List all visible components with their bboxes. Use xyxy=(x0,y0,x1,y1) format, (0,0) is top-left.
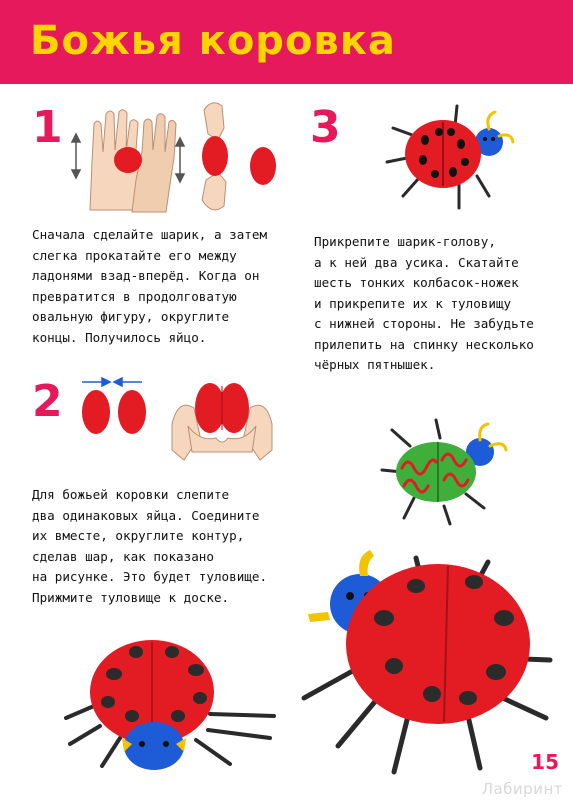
step-3-ladybug-illustration xyxy=(385,96,525,216)
step-3-line: Прикрепите шарик-голову, xyxy=(314,234,496,249)
page-title: Божья коровка xyxy=(30,18,396,64)
ladybug-front-illustration xyxy=(60,618,280,788)
step-3-line: с нижней стороны. Не забудьте xyxy=(314,316,534,331)
green-bug-illustration xyxy=(380,408,510,528)
step-2-line: Прижмите туловище к доске. xyxy=(32,589,230,605)
step-2-text xyxy=(32,485,267,608)
step-2-line: Для божьей коровки слепите xyxy=(32,487,230,502)
step-1-number: 1 xyxy=(32,102,63,153)
page-number: 15 xyxy=(531,750,559,774)
step-1-text xyxy=(32,225,267,348)
step-2-line: два одинаковых яйца. Соедините xyxy=(32,507,260,523)
step-1-line: овальную фигуру, округлите xyxy=(32,309,230,324)
step-1-line: слегка прокатайте его между xyxy=(32,247,237,263)
step-1-hands-illustration xyxy=(62,92,302,222)
step-3-line: чёрных пятнышек. xyxy=(314,357,436,372)
step-1-line: ладонями взад-вперёд. Когда он xyxy=(32,268,260,283)
step-3-line: прилепить на спинку несколько xyxy=(314,336,534,352)
ladybug-large-illustration xyxy=(298,548,558,788)
step-1-line: превратится в продолговатую xyxy=(32,288,237,304)
step-3-line: и прикрепите их к туловищу xyxy=(314,295,512,311)
step-1-line: концы. Получилось яйцо. xyxy=(32,329,207,345)
step-3-line: шесть тонких колбасок-ножек xyxy=(314,275,519,290)
step-2-eggs-illustration xyxy=(76,368,296,468)
step-2-number: 2 xyxy=(32,376,63,427)
step-3-number: 3 xyxy=(310,102,341,153)
step-1-line: Сначала сделайте шарик, а затем xyxy=(32,227,268,242)
header-band xyxy=(0,0,573,84)
step-2-line: сделав шар, как показано xyxy=(32,548,214,564)
step-3-text xyxy=(314,232,534,376)
step-2-line: их вместе, округлите контур, xyxy=(32,528,245,543)
step-2-line: на рисунке. Это будет туловище. xyxy=(32,569,268,584)
step-3-line: а к ней два усика. Скатайте xyxy=(314,254,519,270)
watermark-logo: Лабиринт xyxy=(481,780,563,798)
